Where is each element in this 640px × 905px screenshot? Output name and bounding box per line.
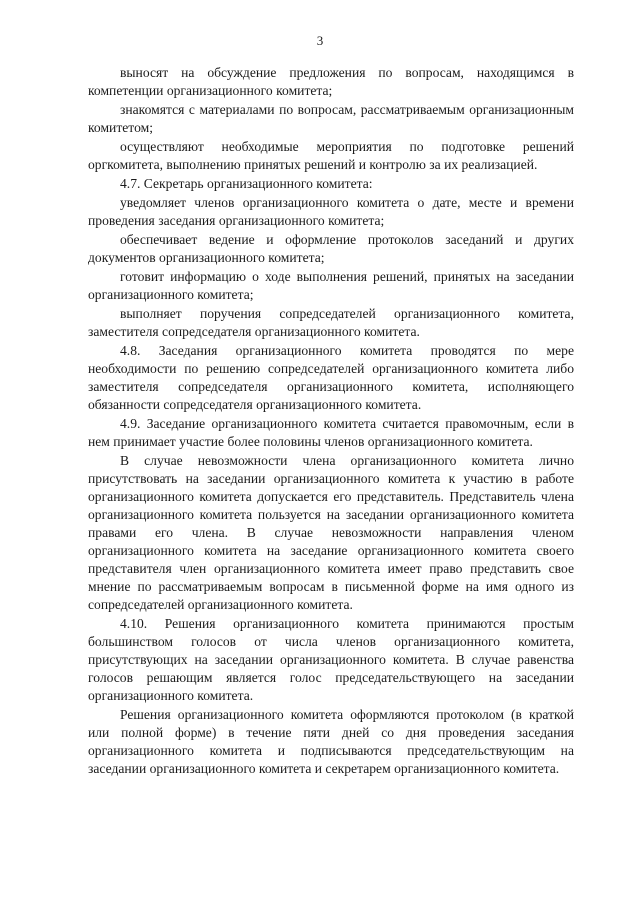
- paragraph: Решения организационного комитета оформляются протоколом (в краткой или полной форме) в течение пяти дней со дня проведения заседания организационного комитета и подписываются председательствующим на заседании организационного комитета и секретарем организационного комитета.: [88, 707, 574, 776]
- section-heading-4-7: 4.7. Секретарь организационного комитета:: [120, 176, 373, 191]
- paragraph: готовит информацию о ходе выполнения решений, принятых на заседании организационного комитета;: [88, 269, 574, 302]
- section-4-8: 4.8. Заседания организационного комитета проводятся по мере необходимости по решению сопредседателей организационного комитета либо заместителя сопредседателя организационного комитета, исполняющего обязанности сопредседателя организационного комитета.: [88, 343, 574, 412]
- paragraph: осуществляют необходимые мероприятия по подготовке решений оргкомитета, выполнению принятых решений и контролю за их реализацией.: [88, 139, 574, 172]
- paragraph: В случае невозможности члена организационного комитета лично присутствовать на заседании организационного комитета к участию в работе организационного комитета допускается его представитель. Представитель члена организационного комитета пользуется на заседании организационного комитета правами его члена. В случае невозможности направления членом организационного комитета на заседание организационного комитета своего представителя член организационного комитета имеет право представить свое мнение по рассматриваемым вопросам в письменной форме на имя одного из сопредседателей организационного комитета.: [88, 453, 574, 612]
- section-4-9: 4.9. Заседание организационного комитета считается правомочным, если в нем принимает участие более половины членов организационного комитета.: [88, 416, 574, 449]
- page-number: 3: [316, 33, 324, 48]
- paragraph: выносят на обсуждение предложения по вопросам, находящимся в компетенции организационного комитета;: [88, 65, 574, 98]
- paragraph: знакомятся с материалами по вопросам, рассматриваемым организационным комитетом;: [88, 102, 574, 135]
- paragraph: выполняет поручения сопредседателей организационного комитета, заместителя сопредседателя организационного комитета.: [88, 306, 574, 339]
- document-body: [88, 64, 574, 779]
- paragraph: уведомляет членов организационного комитета о дате, месте и времени проведения заседания организационного комитета;: [88, 195, 574, 228]
- section-4-10: 4.10. Решения организационного комитета принимаются простым большинством голосов от числа членов организационного комитета, присутствующих на заседании организационного комитета. В случае равенства голосов решающим является голос председательствующего на заседании организационного комитета.: [88, 616, 574, 703]
- paragraph: обеспечивает ведение и оформление протоколов заседаний и других документов организационного комитета;: [88, 232, 574, 265]
